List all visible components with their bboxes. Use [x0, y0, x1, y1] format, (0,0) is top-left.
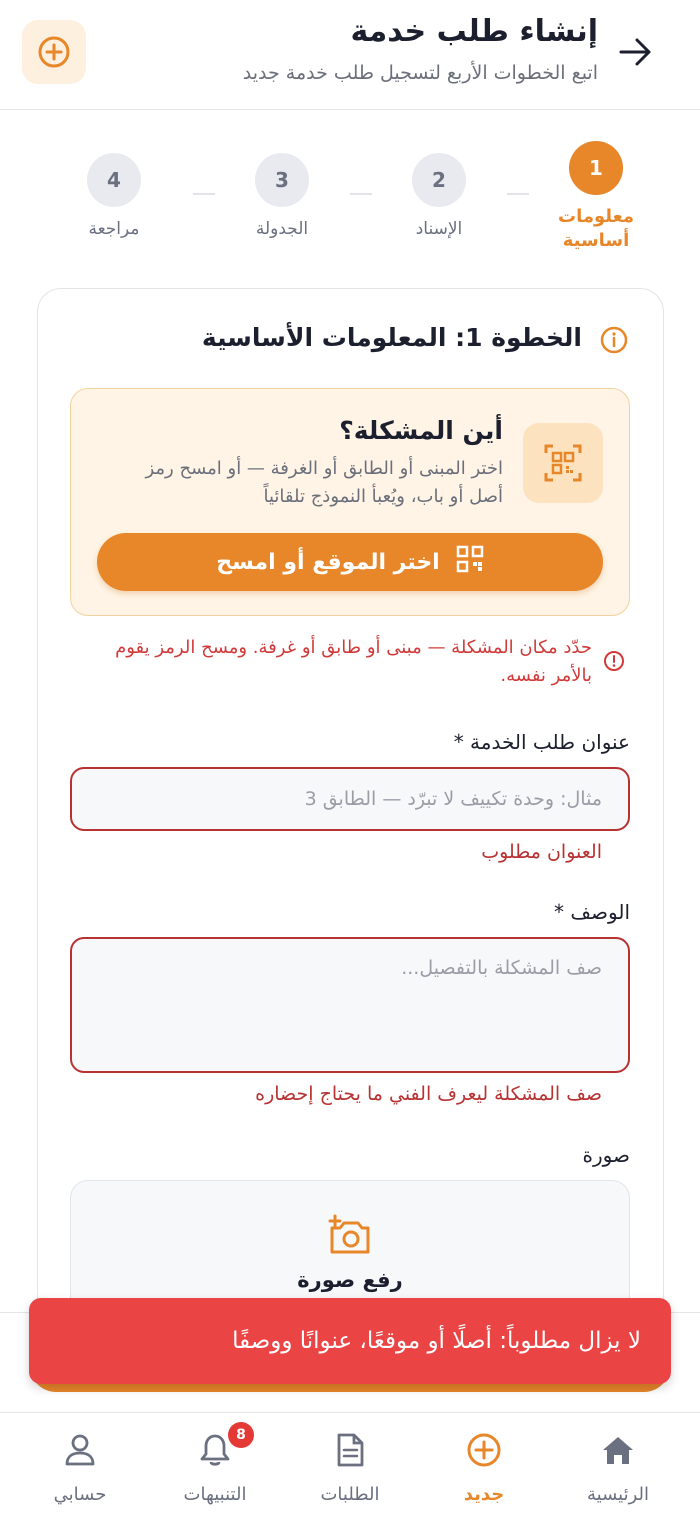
- step-title: الخطوة 1: المعلومات الأساسية: [201, 323, 582, 352]
- step-number: 4: [87, 153, 141, 207]
- nav-new[interactable]: [419, 1430, 549, 1505]
- location-error: حدّد مكان المشكلة — مبنى أو طابق أو غرفة. ومسح الرمز يقوم بالأمر نفسه.: [115, 637, 592, 686]
- nav-account-label: حسابي: [53, 1484, 107, 1505]
- app-header: [0, 0, 700, 110]
- nav-requests-label: الطلبات: [320, 1484, 380, 1505]
- add-photo-icon: [326, 1214, 372, 1260]
- step-number: 3: [255, 153, 309, 207]
- image-field-label: صورة: [582, 1143, 630, 1167]
- step-connector: [350, 193, 372, 195]
- step-label: الجدولة: [255, 219, 309, 239]
- info-icon: [600, 326, 628, 358]
- step-label: مراجعة: [88, 219, 140, 239]
- location-title: أين المشكلة؟: [339, 416, 503, 445]
- error-toast: [29, 1298, 671, 1384]
- document-icon: [285, 1430, 415, 1470]
- nav-notifications-label: التنبيهات: [183, 1484, 247, 1505]
- user-icon: [15, 1430, 145, 1470]
- arrow-right-icon: [619, 37, 653, 67]
- page-title: إنشاء طلب خدمة: [350, 14, 598, 49]
- step-1[interactable]: [526, 141, 666, 253]
- step-3[interactable]: [212, 153, 352, 241]
- nav-account[interactable]: [15, 1430, 145, 1505]
- plus-circle-icon: [419, 1430, 549, 1470]
- nav-notifications[interactable]: [150, 1427, 280, 1505]
- step-number: 2: [412, 153, 466, 207]
- toast-message: لا يزال مطلوباً: أصلًا أو موقعًا، عنوانًا ووصفًا: [232, 1328, 641, 1354]
- title-field-label: عنوان طلب الخدمة *: [453, 730, 630, 754]
- nav-requests[interactable]: [285, 1430, 415, 1505]
- header-add-button[interactable]: [22, 20, 86, 84]
- step-4[interactable]: [44, 153, 184, 241]
- nav-home-label: الرئيسية: [587, 1484, 649, 1505]
- step-connector: [507, 193, 529, 195]
- location-description: اختر المبنى أو الطابق أو الغرفة — أو امسح رمز أصل أو باب، ويُعبأ النموذج تلقائياً: [145, 458, 503, 507]
- choose-location-button[interactable]: [97, 533, 603, 591]
- nav-new-label: جديد: [463, 1484, 505, 1505]
- title-error: العنوان مطلوب: [481, 841, 602, 863]
- qr-scan-icon: [523, 423, 603, 503]
- step-label: معلومات أساسية: [558, 206, 634, 251]
- back-button[interactable]: [616, 32, 656, 72]
- step-2[interactable]: [369, 153, 509, 241]
- error-circle-icon: [603, 650, 625, 676]
- home-icon: [553, 1430, 683, 1470]
- title-input[interactable]: مثال: وحدة تكييف لا تبرّد — الطابق 3: [70, 767, 630, 831]
- description-error: صف المشكلة ليعرف الفني ما يحتاج إحضاره: [255, 1083, 602, 1105]
- plus-circle-icon: [37, 35, 71, 69]
- bell-icon: [150, 1427, 280, 1470]
- step-connector: [193, 193, 215, 195]
- notification-badge: 8: [228, 1422, 254, 1448]
- page-subtitle: اتبع الخطوات الأربع لتسجيل طلب خدمة جديد: [242, 62, 598, 84]
- choose-location-label: اختر الموقع أو امسح: [216, 549, 440, 575]
- step-label: الإسناد: [415, 219, 463, 239]
- nav-home[interactable]: [553, 1430, 683, 1505]
- step-number: 1: [569, 141, 623, 195]
- qr-code-icon: [456, 545, 484, 579]
- description-field-label: الوصف *: [553, 900, 630, 924]
- upload-image-label: رفع صورة: [297, 1268, 403, 1292]
- description-textarea[interactable]: صف المشكلة بالتفصيل...: [70, 937, 630, 1073]
